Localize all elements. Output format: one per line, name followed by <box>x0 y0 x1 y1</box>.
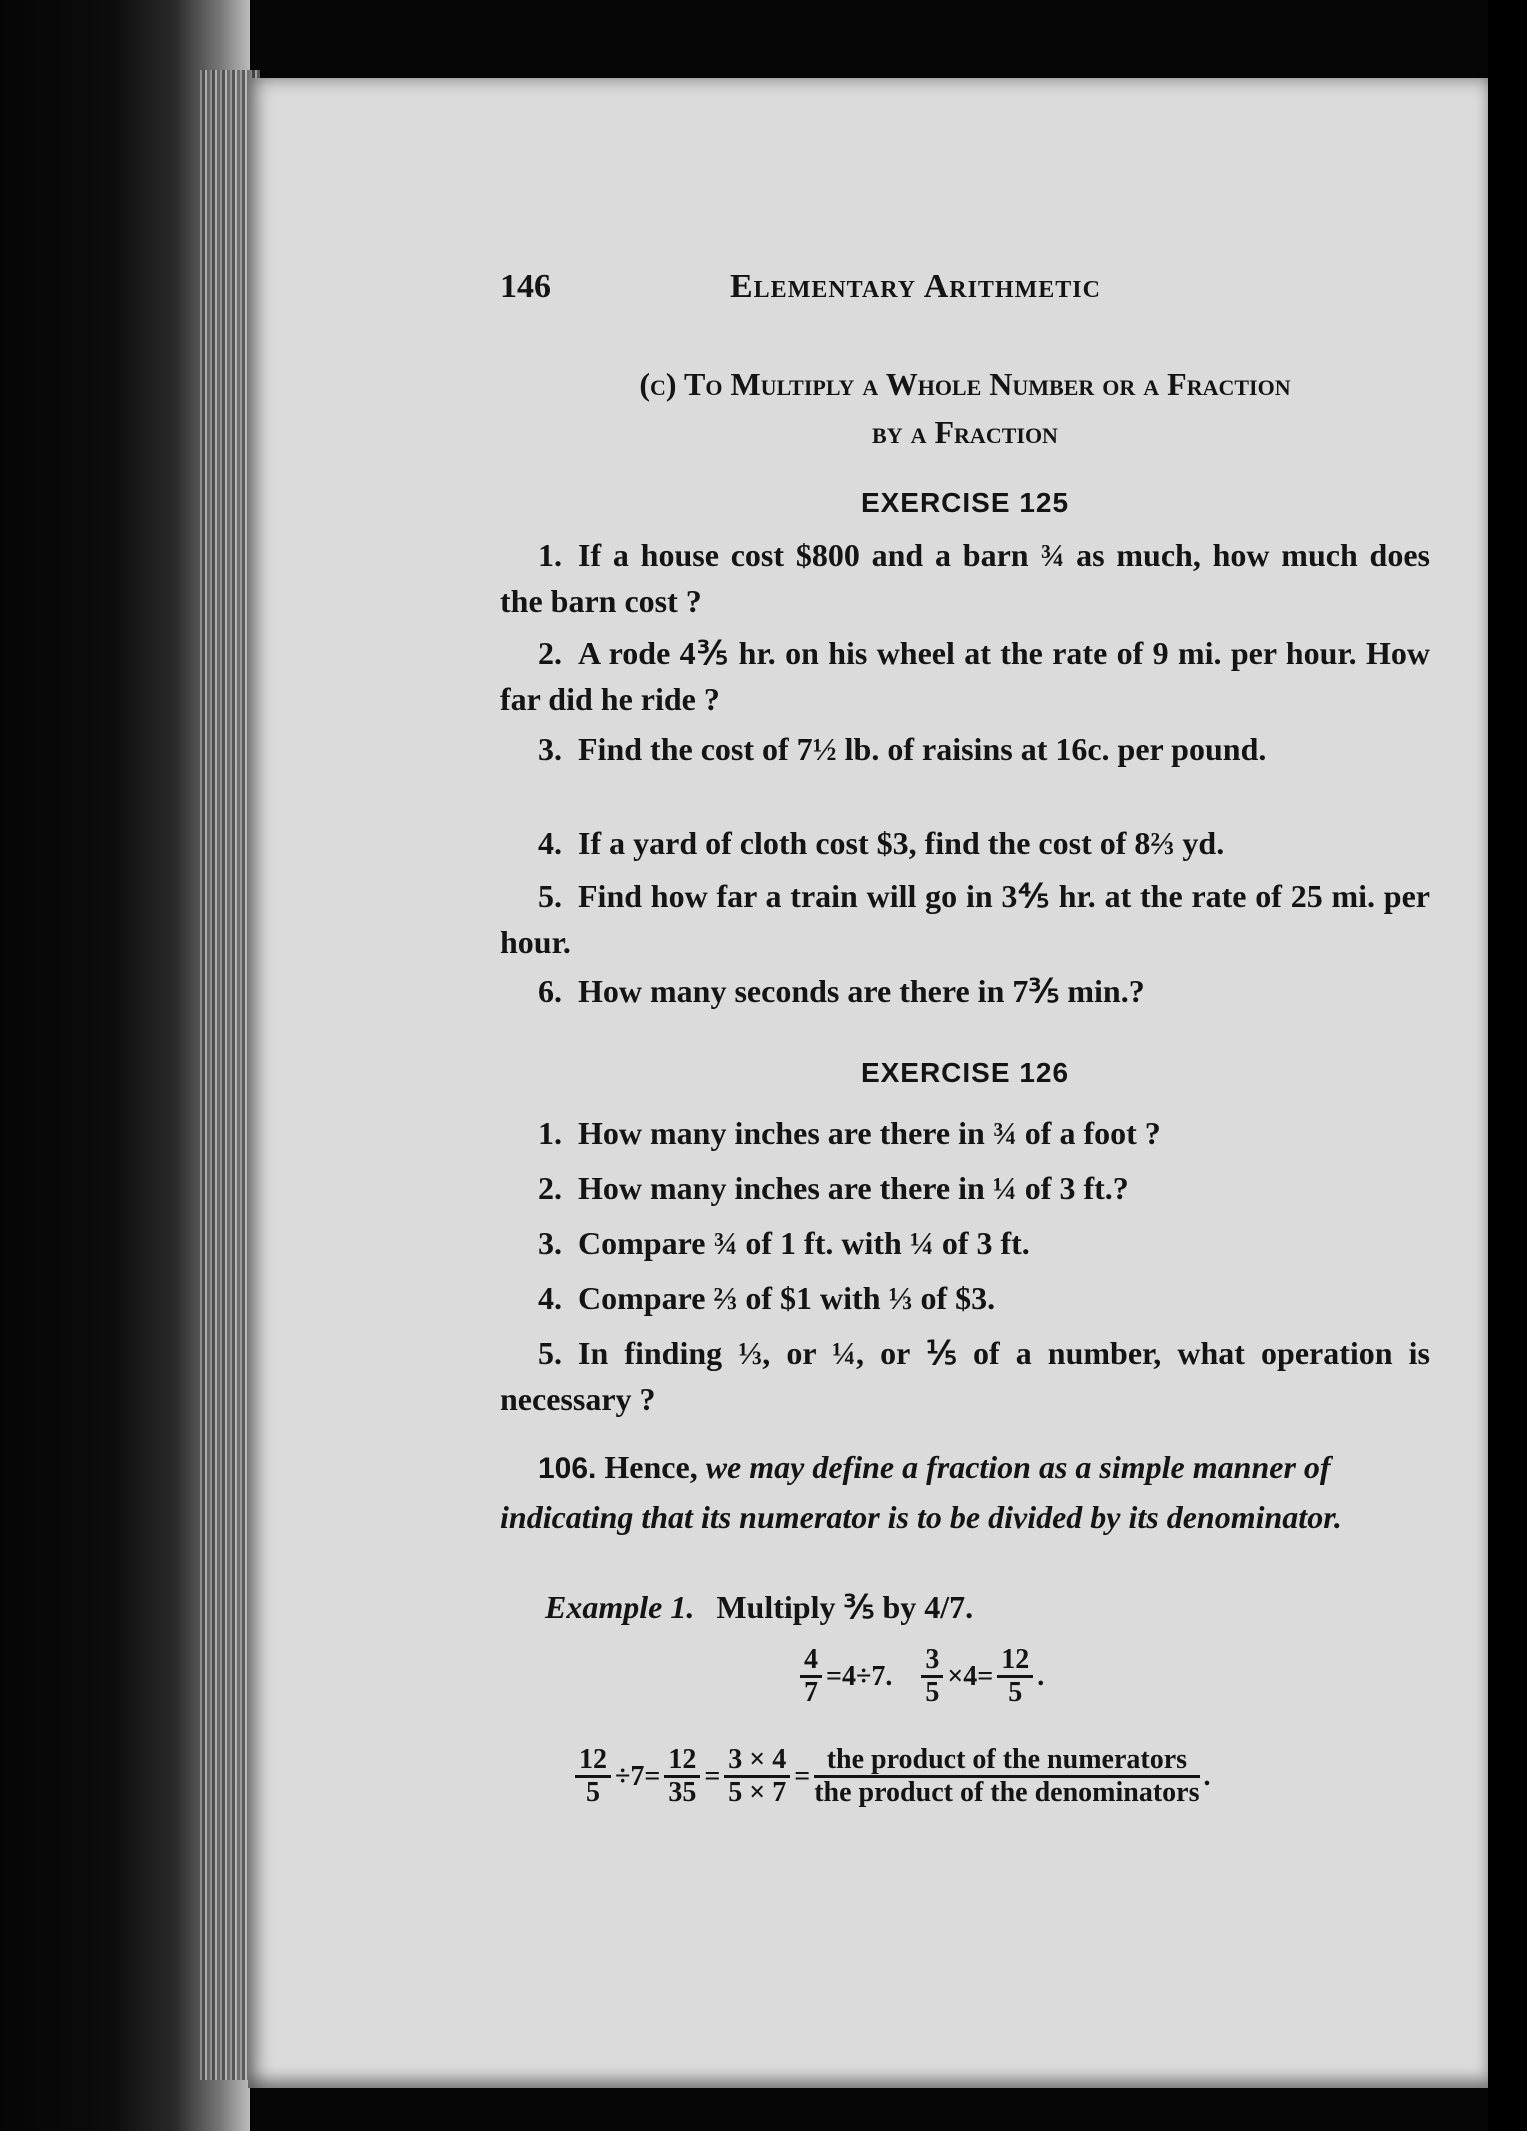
equation-2: $\frac{12}{5}$ ÷7= $\frac{12}{35}$ = $\frac{3 \times 4}{5 \times 7}$ = the product of the numerators the product of the denominators . <box>575 1745 1215 1808</box>
paragraph-number: 106. <box>538 1452 597 1485</box>
example-text: Multiply ⅗ by 4/7. <box>716 1589 974 1625</box>
exercise-item: 2. A rode 4⅗ hr. on his wheel at the rate of 9 mi. per hour. How far did he ride ? <box>500 635 1430 717</box>
example-line <box>545 1588 973 1626</box>
section-title-line2: by a Fraction <box>872 414 1058 450</box>
paragraph-text: we may define a fraction as a simple manner of indicating that its numerator is to be divided by its denominator. <box>500 1449 1342 1535</box>
exercise-126-title: EXERCISE 126 <box>860 1057 1070 1088</box>
exercise-item: 3. Find the cost of 7½ lb. of raisins at 16c. per pound. <box>538 731 1267 767</box>
exercise-item: 5. Find how far a train will go in 3⅘ hr. at the rate of 25 mi. per hour. <box>500 878 1430 960</box>
exercise-item: 1. If a house cost $800 and a barn ¾ as much, how much does the barn cost ? <box>500 537 1430 619</box>
page-number: 146 <box>500 268 551 305</box>
exercise-item: 4. If a yard of cloth cost $3, find the cost of 8⅔ yd. <box>538 825 1225 861</box>
exercise-item: 6. How many seconds are there in 7⅗ min.? <box>538 973 1145 1009</box>
section-title-line1: (c) To Multiply a Whole Number or a Fraction <box>639 366 1291 402</box>
exercise-item: 2. How many inches are there in ¼ of 3 ft.? <box>538 1170 1129 1206</box>
exercise-125-title: EXERCISE 125 <box>860 487 1070 518</box>
section-title <box>500 360 1430 456</box>
equation-1: $\frac{4}{7}$ =4÷7. $\frac{3}{5}$ ×4= $\frac{12}{5}$ . <box>800 1645 1048 1708</box>
example-label: Example 1. <box>545 1589 695 1625</box>
exercise-item: 4. Compare ⅔ of $1 with ⅓ of $3. <box>538 1280 996 1316</box>
running-title: Elementary Arithmetic <box>730 268 1101 305</box>
paragraph-106 <box>500 1443 1430 1541</box>
page-header <box>500 268 1300 318</box>
scan-border <box>1488 0 1527 2131</box>
exercise-item: 3. Compare ¾ of 1 ft. with ¼ of 3 ft. <box>538 1225 1030 1261</box>
exercise-item: 1. How many inches are there in ¾ of a foot ? <box>538 1115 1161 1151</box>
exercise-item: 5. In finding ⅓, or ¼, or ⅕ of a number, what operation is necessary ? <box>500 1335 1430 1417</box>
paragraph-lead: Hence, <box>604 1449 698 1485</box>
